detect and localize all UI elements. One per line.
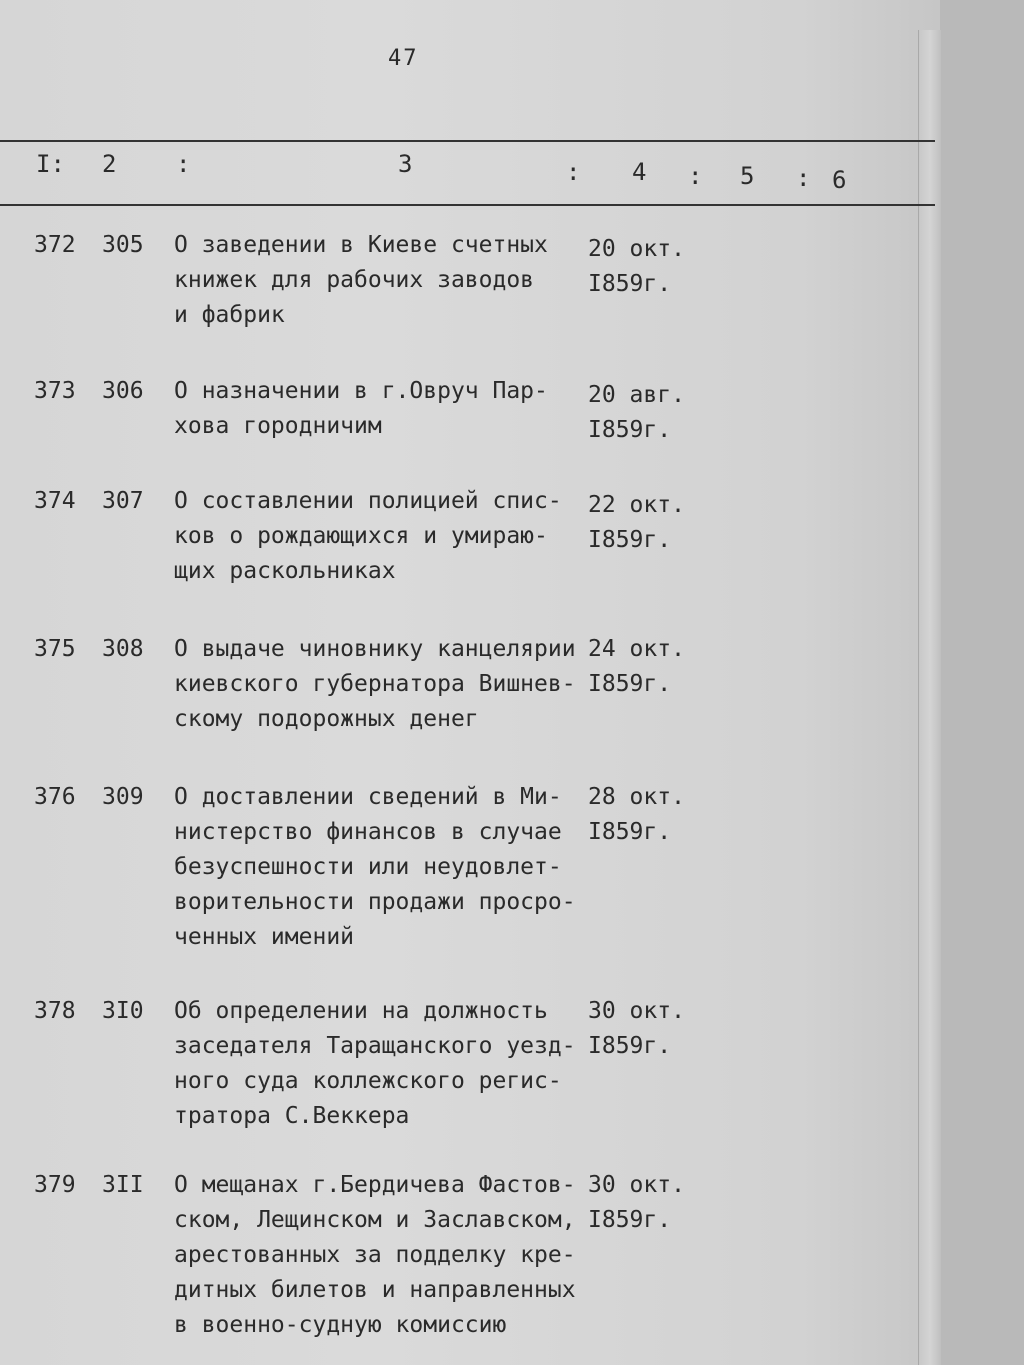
title-line: ворительности продажи просро- [174,889,576,915]
file-date [588,780,708,850]
column-separator: : [176,150,191,178]
title-line: в военно-судную комиссию [174,1312,507,1338]
title-line: ском, Лещинском и Заславском, [174,1207,576,1233]
date-line: 20 окт. [588,236,685,262]
title-line: О доставлении сведений в Ми- [174,784,562,810]
date-line: I859г. [588,271,672,297]
title-line: ков о рождающихся и умираю- [174,523,548,549]
title-line: тратора С.Веккера [174,1103,410,1129]
row-number: 375 [34,636,76,662]
header-rule-bottom [0,204,935,206]
date-line: 22 окт. [588,492,685,518]
column-header-6: 6 [832,166,847,194]
column-header-3: 3 [398,150,413,178]
date-line: I859г. [588,1033,672,1059]
title-line: дитных билетов и направленных [174,1277,576,1303]
title-line: арестованных за подделку кре- [174,1242,576,1268]
row-number: 379 [34,1172,76,1198]
title-line: О заведении в Киеве счетных [174,232,548,258]
file-title [174,484,594,589]
title-line: и фабрик [174,302,285,328]
column-separator: : [566,158,581,186]
file-number: 308 [102,636,144,662]
date-line: I859г. [588,417,672,443]
file-title [174,632,594,737]
row-number: 374 [34,488,76,514]
column-header-4: 4 [632,158,647,186]
file-date [588,1168,708,1238]
date-line: 30 окт. [588,1172,685,1198]
row-number: 376 [34,784,76,810]
date-line: 24 окт. [588,636,685,662]
title-line: О мещанах г.Бердичева Фастов- [174,1172,576,1198]
date-line: 20 авг. [588,382,685,408]
date-line: I859г. [588,819,672,845]
file-number: 306 [102,378,144,404]
title-line: О выдаче чиновнику канцелярии [174,636,576,662]
file-title [174,780,594,955]
file-title [174,994,594,1134]
file-number: 3II [102,1172,144,1198]
page-number: 47 [388,46,419,71]
header-rule-top [0,140,935,142]
date-line: I859г. [588,1207,672,1233]
date-line: I859г. [588,671,672,697]
page-edge [918,30,941,1365]
file-date [588,488,708,558]
date-line: 30 окт. [588,998,685,1024]
title-line: нистерство финансов в случае [174,819,562,845]
title-line: Об определении на должность [174,998,548,1024]
title-line: щих раскольниках [174,558,396,584]
file-date [588,232,708,302]
title-line: заседателя Таращанского уезд- [174,1033,576,1059]
title-line: книжек для рабочих заводов [174,267,535,293]
column-header-1: I: [36,150,65,178]
column-header-2: 2 [102,150,117,178]
file-number: 3I0 [102,998,144,1024]
file-date [588,632,708,702]
file-number: 305 [102,232,144,258]
column-header-5: 5 [740,162,755,190]
title-line: киевского губернатора Вишнев- [174,671,576,697]
file-title [174,374,594,444]
column-separator: : [688,162,703,190]
file-number: 307 [102,488,144,514]
file-title [174,228,594,333]
date-line: 28 окт. [588,784,685,810]
row-number: 378 [34,998,76,1024]
title-line: ного суда коллежского регис- [174,1068,562,1094]
title-line: О назначении в г.Овруч Пар- [174,378,548,404]
file-number: 309 [102,784,144,810]
column-separator: : [796,164,811,192]
file-date [588,994,708,1064]
file-date [588,378,708,448]
title-line: О составлении полицией спис- [174,488,562,514]
date-line: I859г. [588,527,672,553]
file-title [174,1168,594,1343]
title-line: безуспешности или неудовлет- [174,854,562,880]
row-number: 372 [34,232,76,258]
title-line: скому подорожных денег [174,706,479,732]
row-number: 373 [34,378,76,404]
title-line: ченных имений [174,924,355,950]
title-line: хова городничим [174,413,382,439]
